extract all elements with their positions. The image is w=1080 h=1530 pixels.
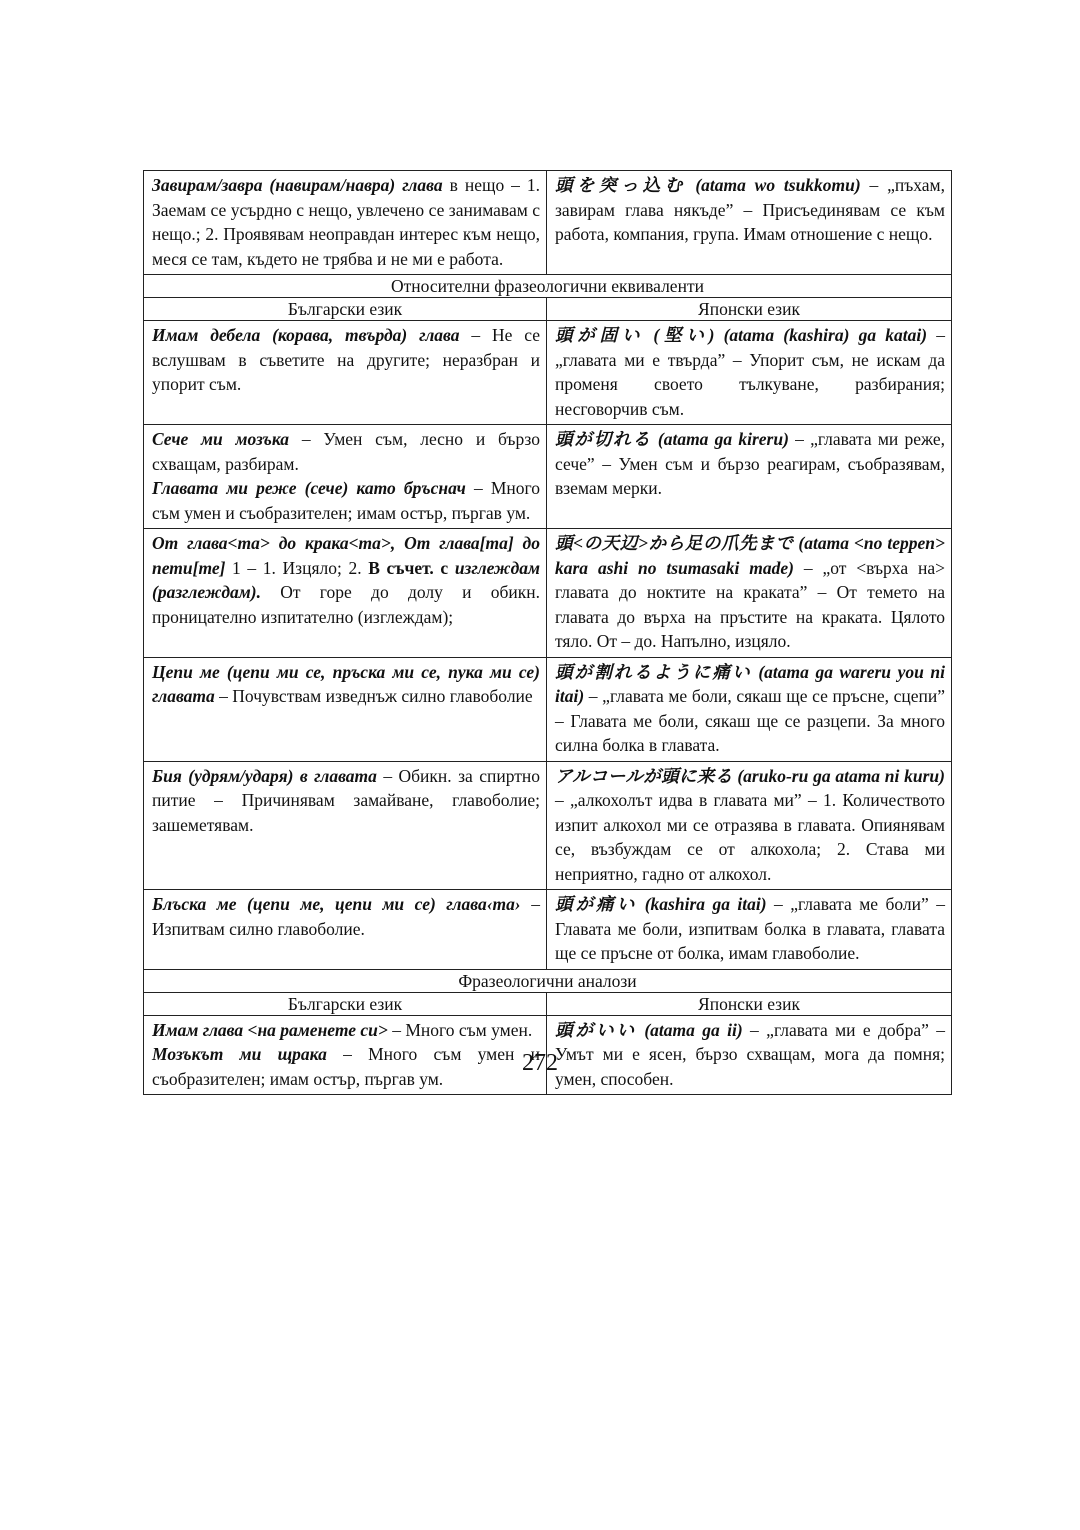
table-row (144, 321, 952, 425)
table-row (144, 657, 952, 761)
phrase-definition: – Почувствам изведнъж силно главоболие (214, 686, 533, 706)
phrase-definition: – Много съм умен и съобразителен; имам остър, пъргав ум. (152, 1044, 540, 1089)
phrase-definition: – „от <върха на> главата до ноктите на краката” – От темето на главата до върха на пръстите на краката. Цялото тяло. От – до. Напълно, изцяло. (555, 557, 945, 651)
table-row (144, 171, 952, 275)
phrase-term: Имам глава <на раменете си> (152, 1019, 388, 1040)
page-number: 272 (522, 1050, 558, 1076)
phrase-definition: – Много съм умен. (387, 1019, 533, 1040)
bg-cell (144, 529, 547, 658)
bg-cell (144, 761, 547, 890)
jp-cell (547, 529, 952, 658)
jp-cell (547, 425, 952, 529)
table-row (144, 761, 952, 890)
phrase-term: Имам дебела (корава, твърда) глава (152, 325, 460, 345)
phraseology-table (143, 170, 952, 1095)
phrase-term: 頭が痛い (kashira ga itai) (555, 894, 767, 914)
column-header-row (144, 992, 952, 1015)
phrase-definition: – „пъхам, завирам глава някъде” – Присъединявам се към работа, компания, група. Имам отношение с нещо. (555, 175, 945, 244)
bg-cell (144, 171, 547, 275)
phrase-definition: – Обикн. за спиртно питие – Причинявам замайване, главоболие; зашеметявам. (152, 765, 540, 835)
phrase-definition: – „главата ме боли” – Главата ме боли, изпитвам болка в главата, главата ще се пръсне от болка, имам главоболие. (555, 894, 945, 963)
phrase-term: От глава<та> до крака<та>, От глава[та] до пети[те] (152, 533, 540, 578)
phrase-term: 頭が切れる (atama ga kireru) (555, 429, 789, 449)
phrase-term: Блъска ме (цепи ме, цепи ми се) глава‹та› (152, 894, 521, 914)
phrase-definition: – „алкохолът идва в главата ми” – 1. Количеството изпит алкохол ми се отразява в главата. Опиянявам се, възбуждам се от алкохола; 2. Става ми неприятно, гадно от алкохол. (555, 790, 945, 884)
phrase-term: Сече ми мозъка (152, 429, 290, 449)
phrase-definition: – „главата ми е добра” – Умът ми е ясен, бързо схващам, мога да помня; умен, способен. (555, 1019, 945, 1089)
bg-cell (144, 657, 547, 761)
jp-cell (547, 171, 952, 275)
jp-cell (547, 321, 952, 425)
phrase-term: 頭が固い (堅い) (atama (kashira) ga katai) (555, 325, 928, 345)
jp-cell (547, 761, 952, 890)
phrase-definition: – Изпитвам силно главоболие. (152, 894, 540, 939)
phrase-term: Бия (удрям/ударя) в главата (152, 765, 377, 786)
table-row (144, 890, 952, 970)
phrase-term: 頭を突っ込む (atama wo tsukkomu) (555, 175, 861, 195)
table-row (144, 425, 952, 529)
phrase-term: Главата ми реже (сече) като бръснач (152, 478, 466, 498)
column-header-bulgarian: Български език (144, 298, 547, 321)
bg-cell (144, 890, 547, 970)
jp-cell (547, 890, 952, 970)
phrase-definition: – Много съм умен и съобразителен; имам остър, пъргав ум. (152, 478, 541, 523)
phrase-definition: – „главата ми е твърда” – Упорит съм, не искам да променя своето тълкуване, разбирания; несговорчив съм. (555, 325, 945, 419)
phrase-definition: – „главата ми реже, сече” – Умен съм и бързо реагирам, съобразявам, вземам мерки. (555, 429, 945, 498)
column-header-japanese: Японски език (547, 298, 952, 321)
phrase-term: В съчет. с (368, 557, 455, 578)
phrase-term: Мозъкът ми щрака (152, 1044, 327, 1064)
phrase-term: 頭<の天辺>から足の爪先まで (atama <no teppen> kara ashi no tsumasaki made) (555, 533, 945, 578)
phrase-term: アルコールが頭に来る (aruko-ru ga atama ni kuru) (555, 765, 945, 786)
section-header-analogues: Фразеологични аналози (144, 969, 952, 992)
phrase-definition: – Не се вслушвам в съветите на другите; неразбран и упорит съм. (152, 325, 540, 394)
bg-cell (144, 321, 547, 425)
bg-cell (144, 425, 547, 529)
phrase-term: 頭が割れるように痛い (atama ga wareru you ni itai) (555, 661, 945, 706)
jp-cell (547, 657, 952, 761)
phrase-definition: 1 – 1. Изцяло; 2. (225, 557, 369, 578)
phrase-definition: – „главата ме боли, сякаш ще се пръсне, сцепи” – Главата ме боли, сякаш ще се разцепи. За много силна болка в главата. (555, 686, 945, 755)
phrase-term: 頭がいい (atama ga ii) (555, 1019, 743, 1040)
column-header-bulgarian: Български език (144, 992, 547, 1015)
column-header-row (144, 298, 952, 321)
phrase-term: Цепи ме (цепи ми се, пръска ми се, пука ми се) главата (152, 661, 540, 706)
column-header-japanese: Японски език (547, 992, 952, 1015)
section-header-relative: Относителни фразеологични еквиваленти (144, 275, 952, 298)
phrase-definition: От горе до долу и обикн. проницателно изпитателно (изглеждам); (152, 582, 540, 627)
phrase-definition: – Умен съм, лесно и бързо схващам, разбирам. (152, 429, 540, 474)
section-header-row (144, 275, 952, 298)
phrase-term: изглеждам (разглеждам). (152, 557, 540, 602)
phrase-definition: в нещо – 1. Заемам се усърдно с нещо, увлечено се занимавам с нещо.; 2. Проявявам неоправдан интерес към нещо, меся се там, където не трябва и не ми е работа. (152, 175, 541, 269)
section-header-row (144, 969, 952, 992)
phrase-term: Завирам/завра (навирам/навра) глава (152, 175, 443, 195)
table-row (144, 529, 952, 658)
